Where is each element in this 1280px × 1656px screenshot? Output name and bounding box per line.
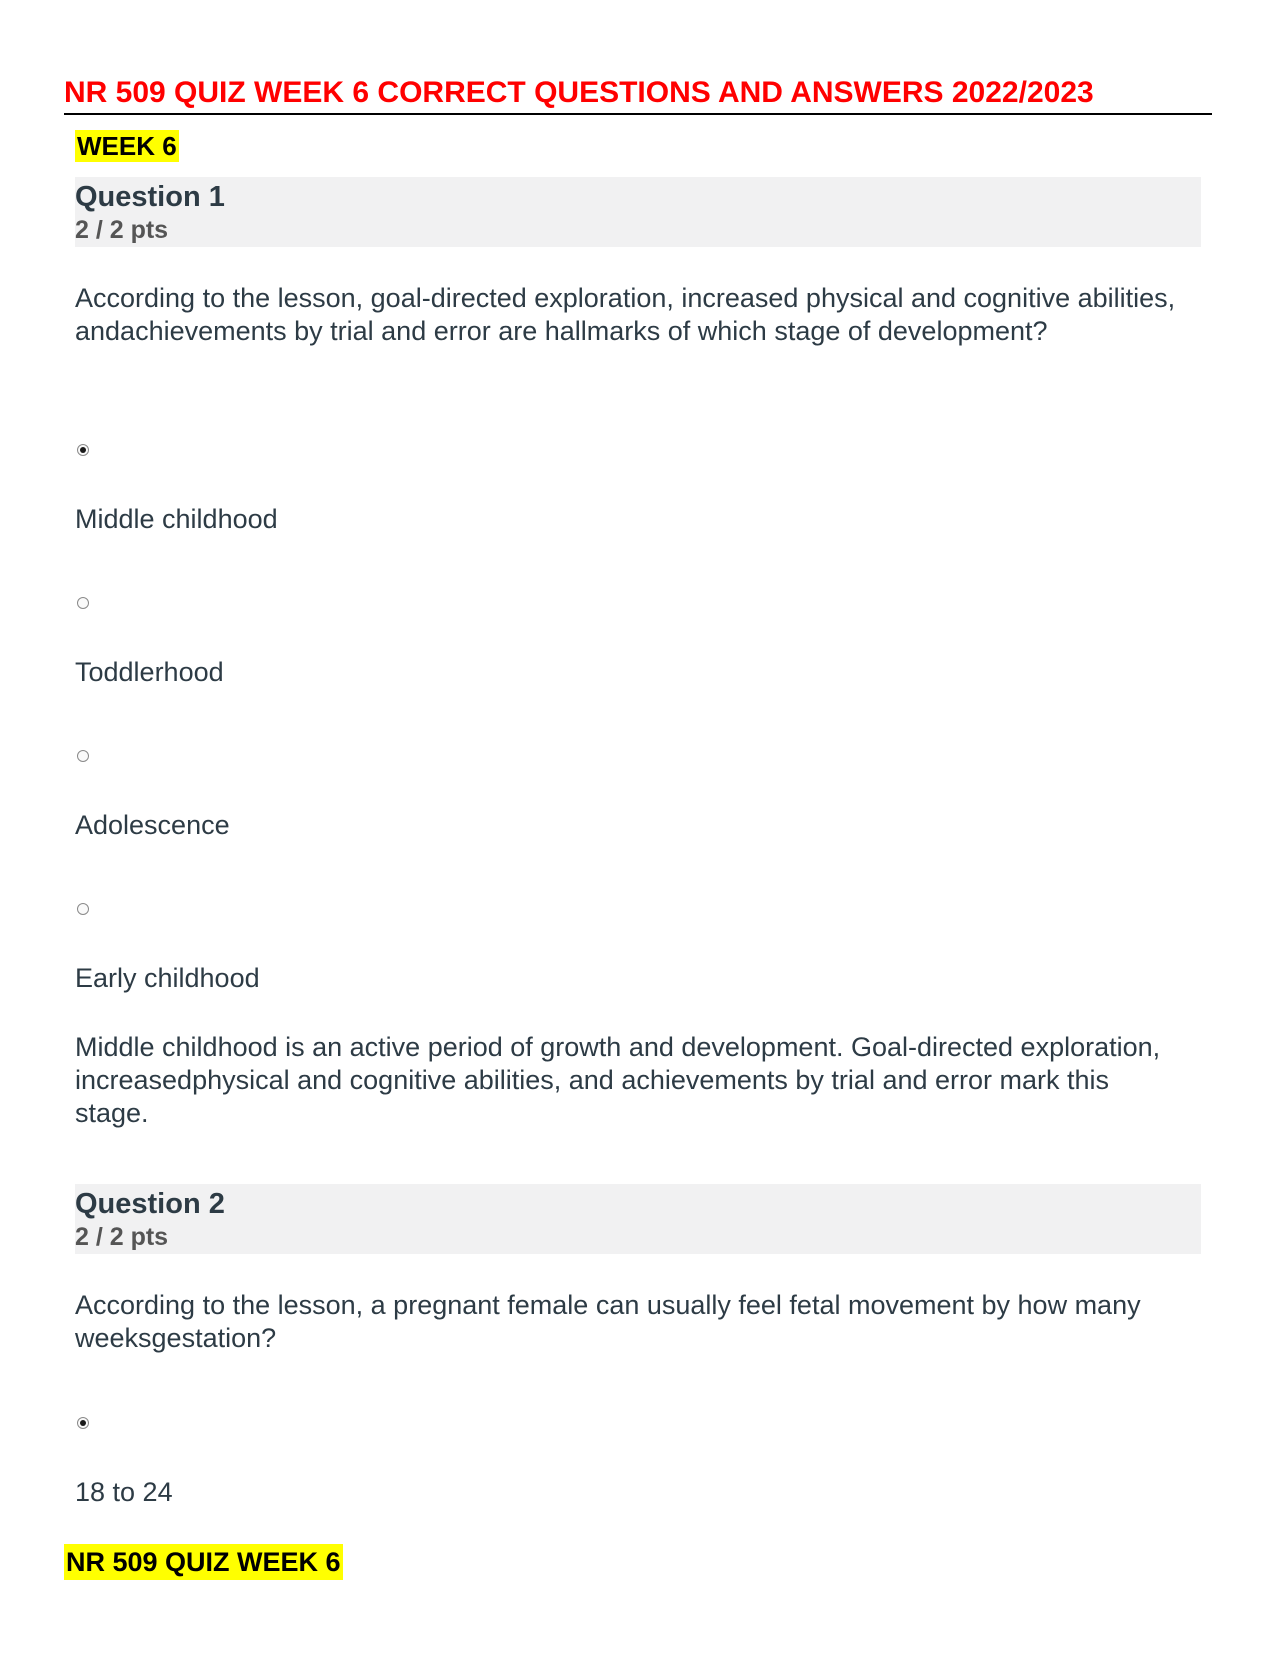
option-label-q1-toddlerhood: Toddlerhood	[75, 657, 224, 687]
question-2-header	[75, 1184, 1201, 1254]
radio-option-q1-toddlerhood[interactable]	[77, 597, 89, 609]
week-label: WEEK 6	[77, 131, 177, 161]
option-label-q1-adolescence: Adolescence	[75, 810, 230, 840]
question-2-prompt: According to the lesson, a pregnant female can usually feel fetal movement by how many weeksgestation?	[75, 1290, 1141, 1353]
question-1-prompt: According to the lesson, goal-directed exploration, increased physical and cognitive abilities, andachievements by trial and error are hallmarks of which stage of development?	[75, 283, 1176, 346]
radio-option-q2-18-to-24[interactable]	[77, 1417, 89, 1429]
document-title: NR 509 QUIZ WEEK 6 CORRECT QUESTIONS AND ANSWERS 2022/2023	[64, 73, 1212, 115]
question-1-title: Question 1	[75, 181, 225, 213]
option-label-q1-early-childhood: Early childhood	[75, 963, 260, 993]
footer-label: NR 509 QUIZ WEEK 6	[64, 1544, 343, 1580]
question-1-explanation: Middle childhood is an active period of growth and development. Goal-directed exploration, increasedphysical and cognitive abilities, and achievements by trial and error mark this stage.	[75, 1032, 1161, 1128]
radio-option-q1-adolescence[interactable]	[77, 750, 89, 762]
question-2-points: 2 / 2 pts	[75, 1223, 169, 1251]
option-label-q2-18-to-24: 18 to 24	[75, 1477, 173, 1507]
question-2-title: Question 2	[75, 1188, 225, 1220]
radio-option-q1-middle-childhood[interactable]	[77, 444, 89, 456]
option-label-q1-middle-childhood: Middle childhood	[75, 504, 278, 534]
question-1-header	[75, 177, 1201, 247]
question-1-points: 2 / 2 pts	[75, 216, 169, 244]
radio-option-q1-early-childhood[interactable]	[77, 903, 89, 915]
